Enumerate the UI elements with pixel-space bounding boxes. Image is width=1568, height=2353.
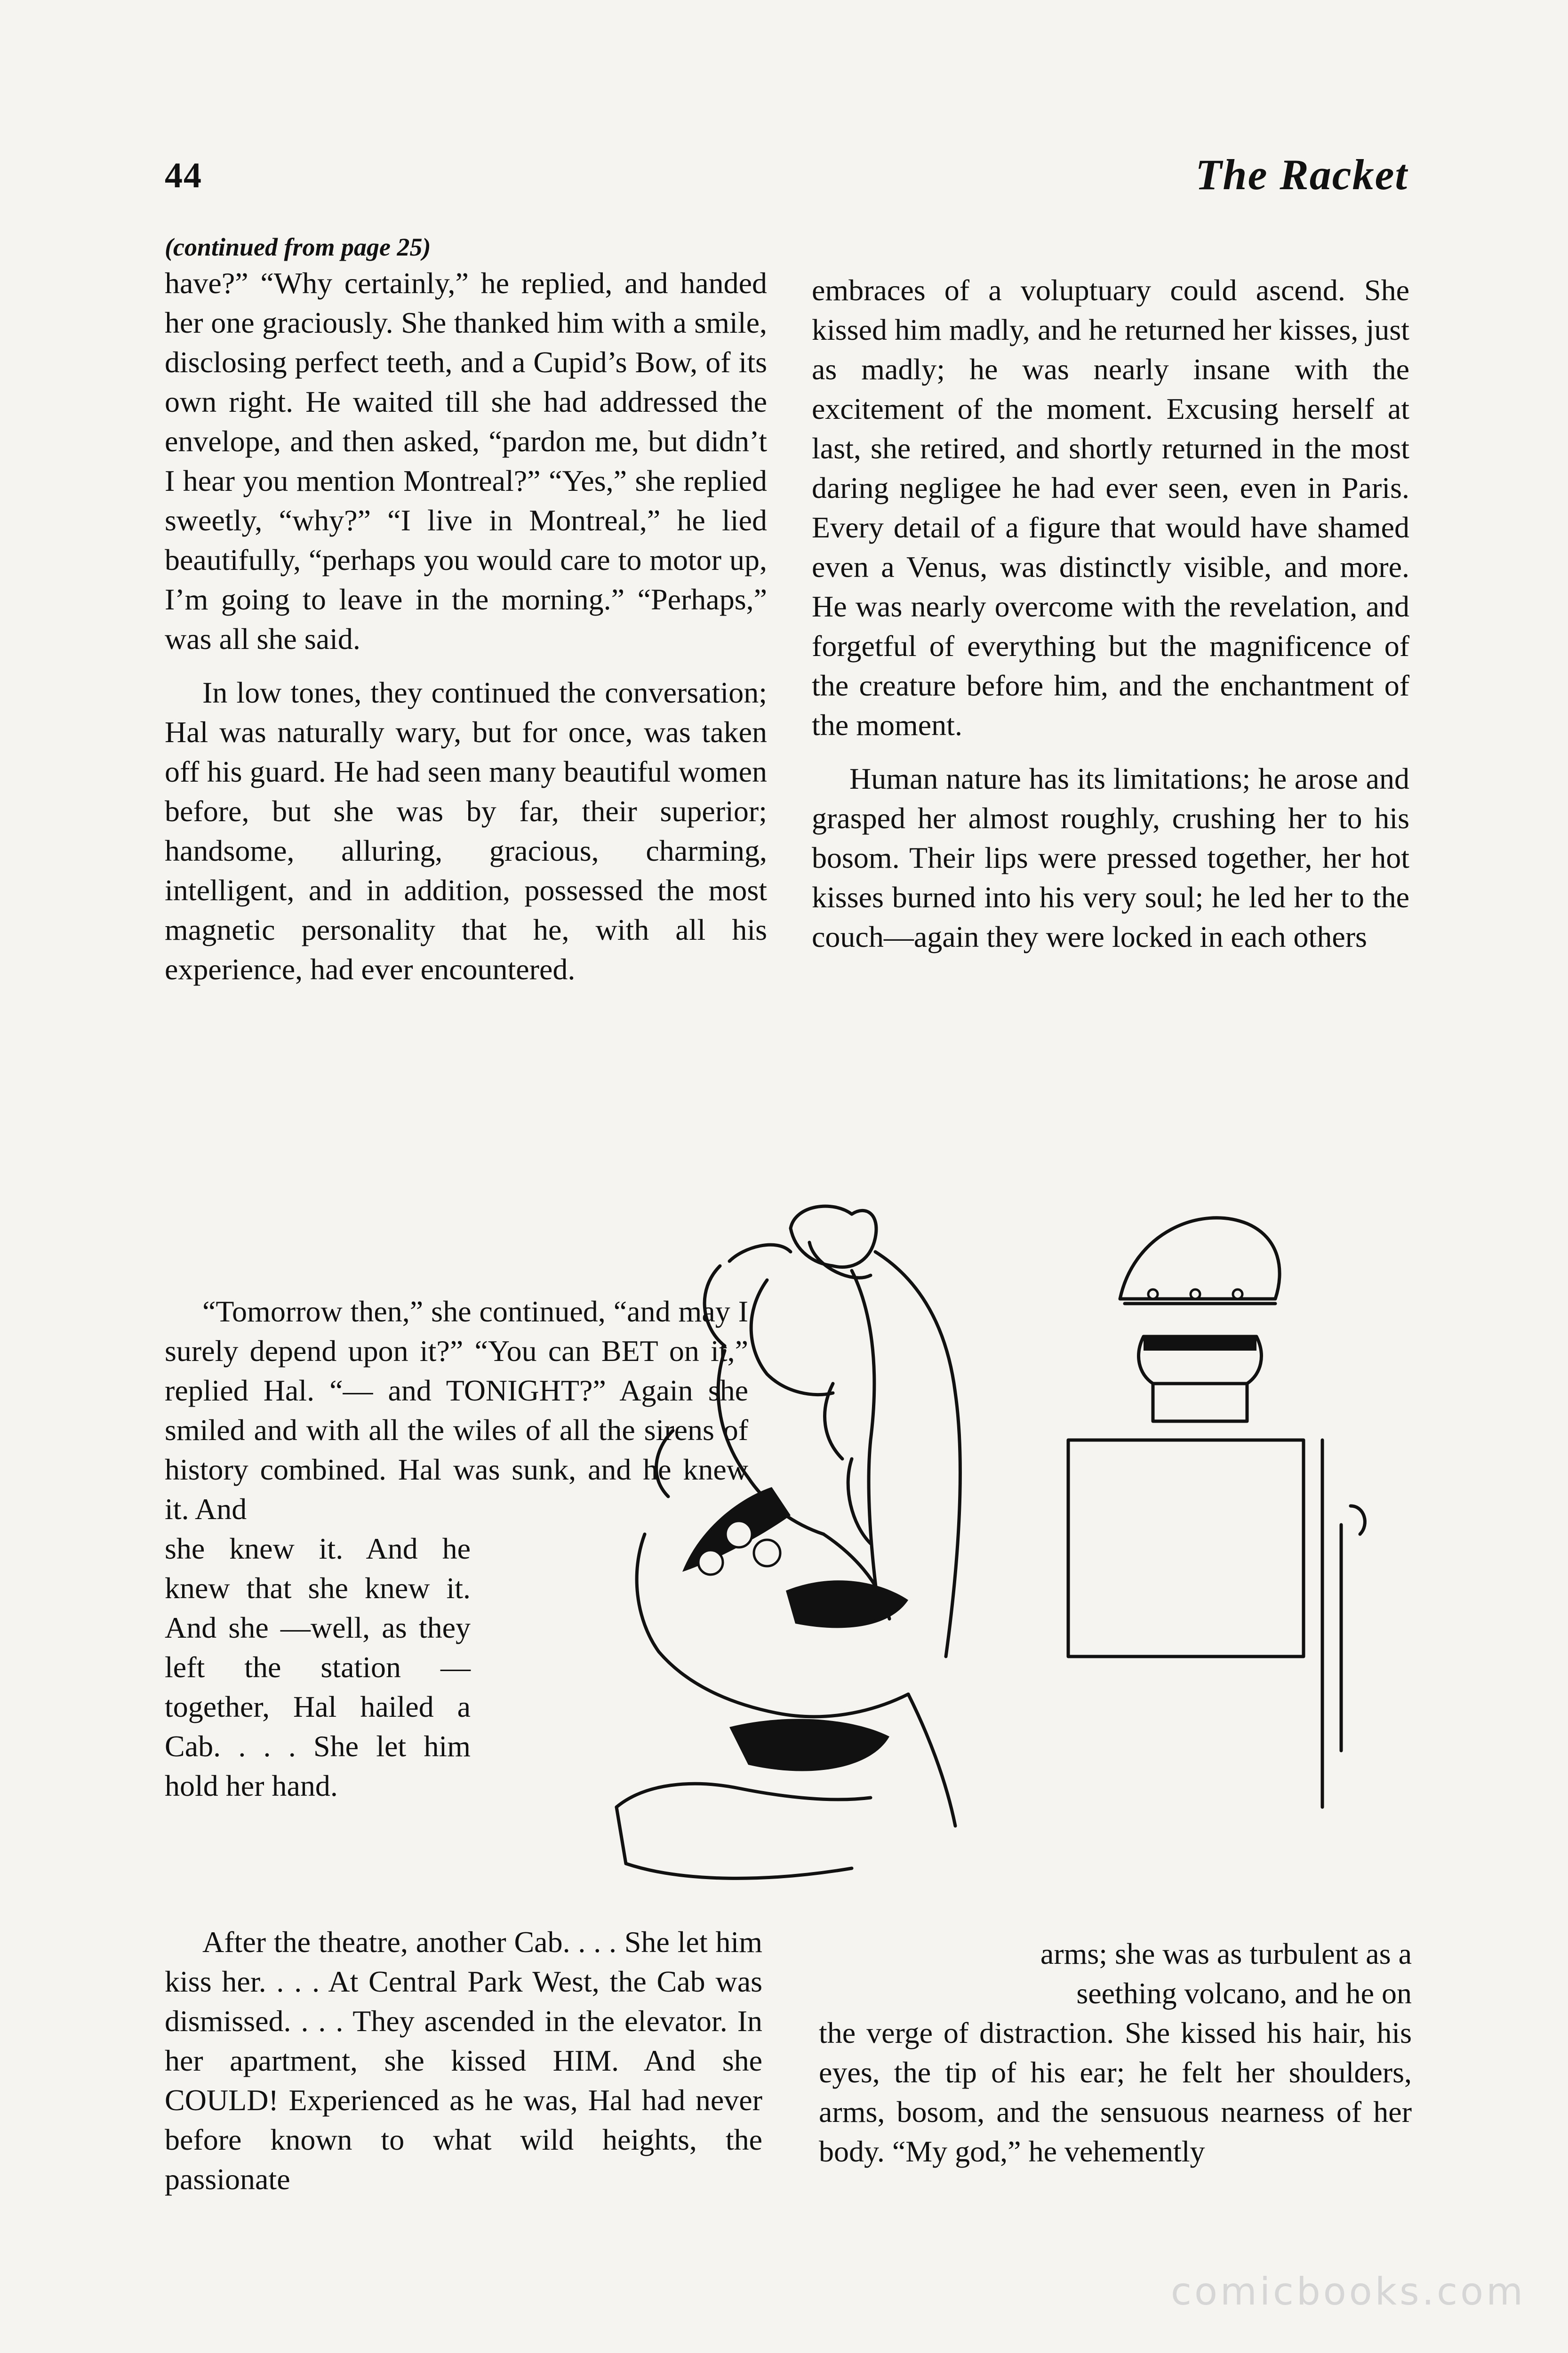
paragraph: she knew it. And he knew that she knew it. And she —well, as they left the station — together, Hal hailed a Cab. . . . She let him hold her hand. (165, 1532, 471, 1802)
paragraph: the verge of distraction. She kissed his hair, his eyes, the tip of his ear; he felt her shoulders, arms, bosom, and the sensuous nearness of her body. “My god,” he vehemently (819, 2016, 1412, 2168)
left-column-bottom (165, 1908, 762, 2199)
right-column-bottom (819, 1934, 1412, 2171)
right-column-top (812, 271, 1409, 957)
paragraph: embraces of a voluptuary could ascend. She kissed him madly, and he returned her kisses, just as madly; he was nearly insane with the excitement of the moment. Excusing herself at last, she retired, and shortly returned in the most daring negligee he had ever seen, even in Paris. Every detail of a figure that would have shamed even a Venus, was distinctly visible, and more. He was nearly overcome with the revelation, and forgetful of everything but the magnificence of the creature before him, and the enchantment of the moment. (812, 273, 1409, 742)
running-head-title: The Racket (1195, 151, 1408, 199)
paragraph: arms; she was as turbulent as a seething volcano, and he on (1040, 1937, 1412, 2010)
paragraph: In low tones, they continued the conversation; Hal was naturally wary, but for once, was taken off his guard. He had seen many beautiful women before, but she was by far, their superior; handsome, alluring, gracious, charming, intelligent, and in addition, possessed the most magnetic personality that he, with all his experience, had ever encountered. (165, 676, 767, 986)
left-column-top (165, 231, 767, 989)
page-number: 44 (165, 156, 202, 195)
continued-note: (continued from page 25) (165, 233, 431, 261)
paragraph: “Tomorrow then,” she continued, “and may I surely depend upon it?” “You can BET on it,” replied Hal. “— and TONIGHT?” Again she smiled and with all the wiles of all the sirens of history combined. Hal was sunk, and he knew it. And (165, 1295, 748, 1526)
couple-embrace-illustration (588, 1195, 1435, 1939)
paragraph: After the theatre, another Cab. . . . She let him kiss her. . . . At Central Park West, the Cab was dismissed. . . . They ascended in the elevator. In her apartment, she kissed HIM. And she COULD! Experienced as he was, Hal had never before known to what wild heights, the passionate (165, 1925, 762, 2196)
watermark: comicbooks.com (1170, 2270, 1526, 2313)
paragraph: have?” “Why certainly,” he replied, and handed her one graciously. She thanked him with a smile, disclosing perfect teeth, and a Cupid’s Bow, of its own right. He waited till she had addressed the envelope, and then asked, “pardon me, but didn’t I hear you mention Montreal?” “Yes,” she replied sweetly, “why?” “I live in Montreal,” he lied beautifully, “perhaps you would care to motor up, I’m going to leave in the morning.” “Perhaps,” was all she said. (165, 266, 767, 656)
paragraph: Human nature has its limitations; he arose and grasped her almost roughly, crushing her to his bosom. Their lips were pressed together, her hot kisses burned into his very soul; he led her to the couch—again they were locked in each others (812, 762, 1409, 953)
